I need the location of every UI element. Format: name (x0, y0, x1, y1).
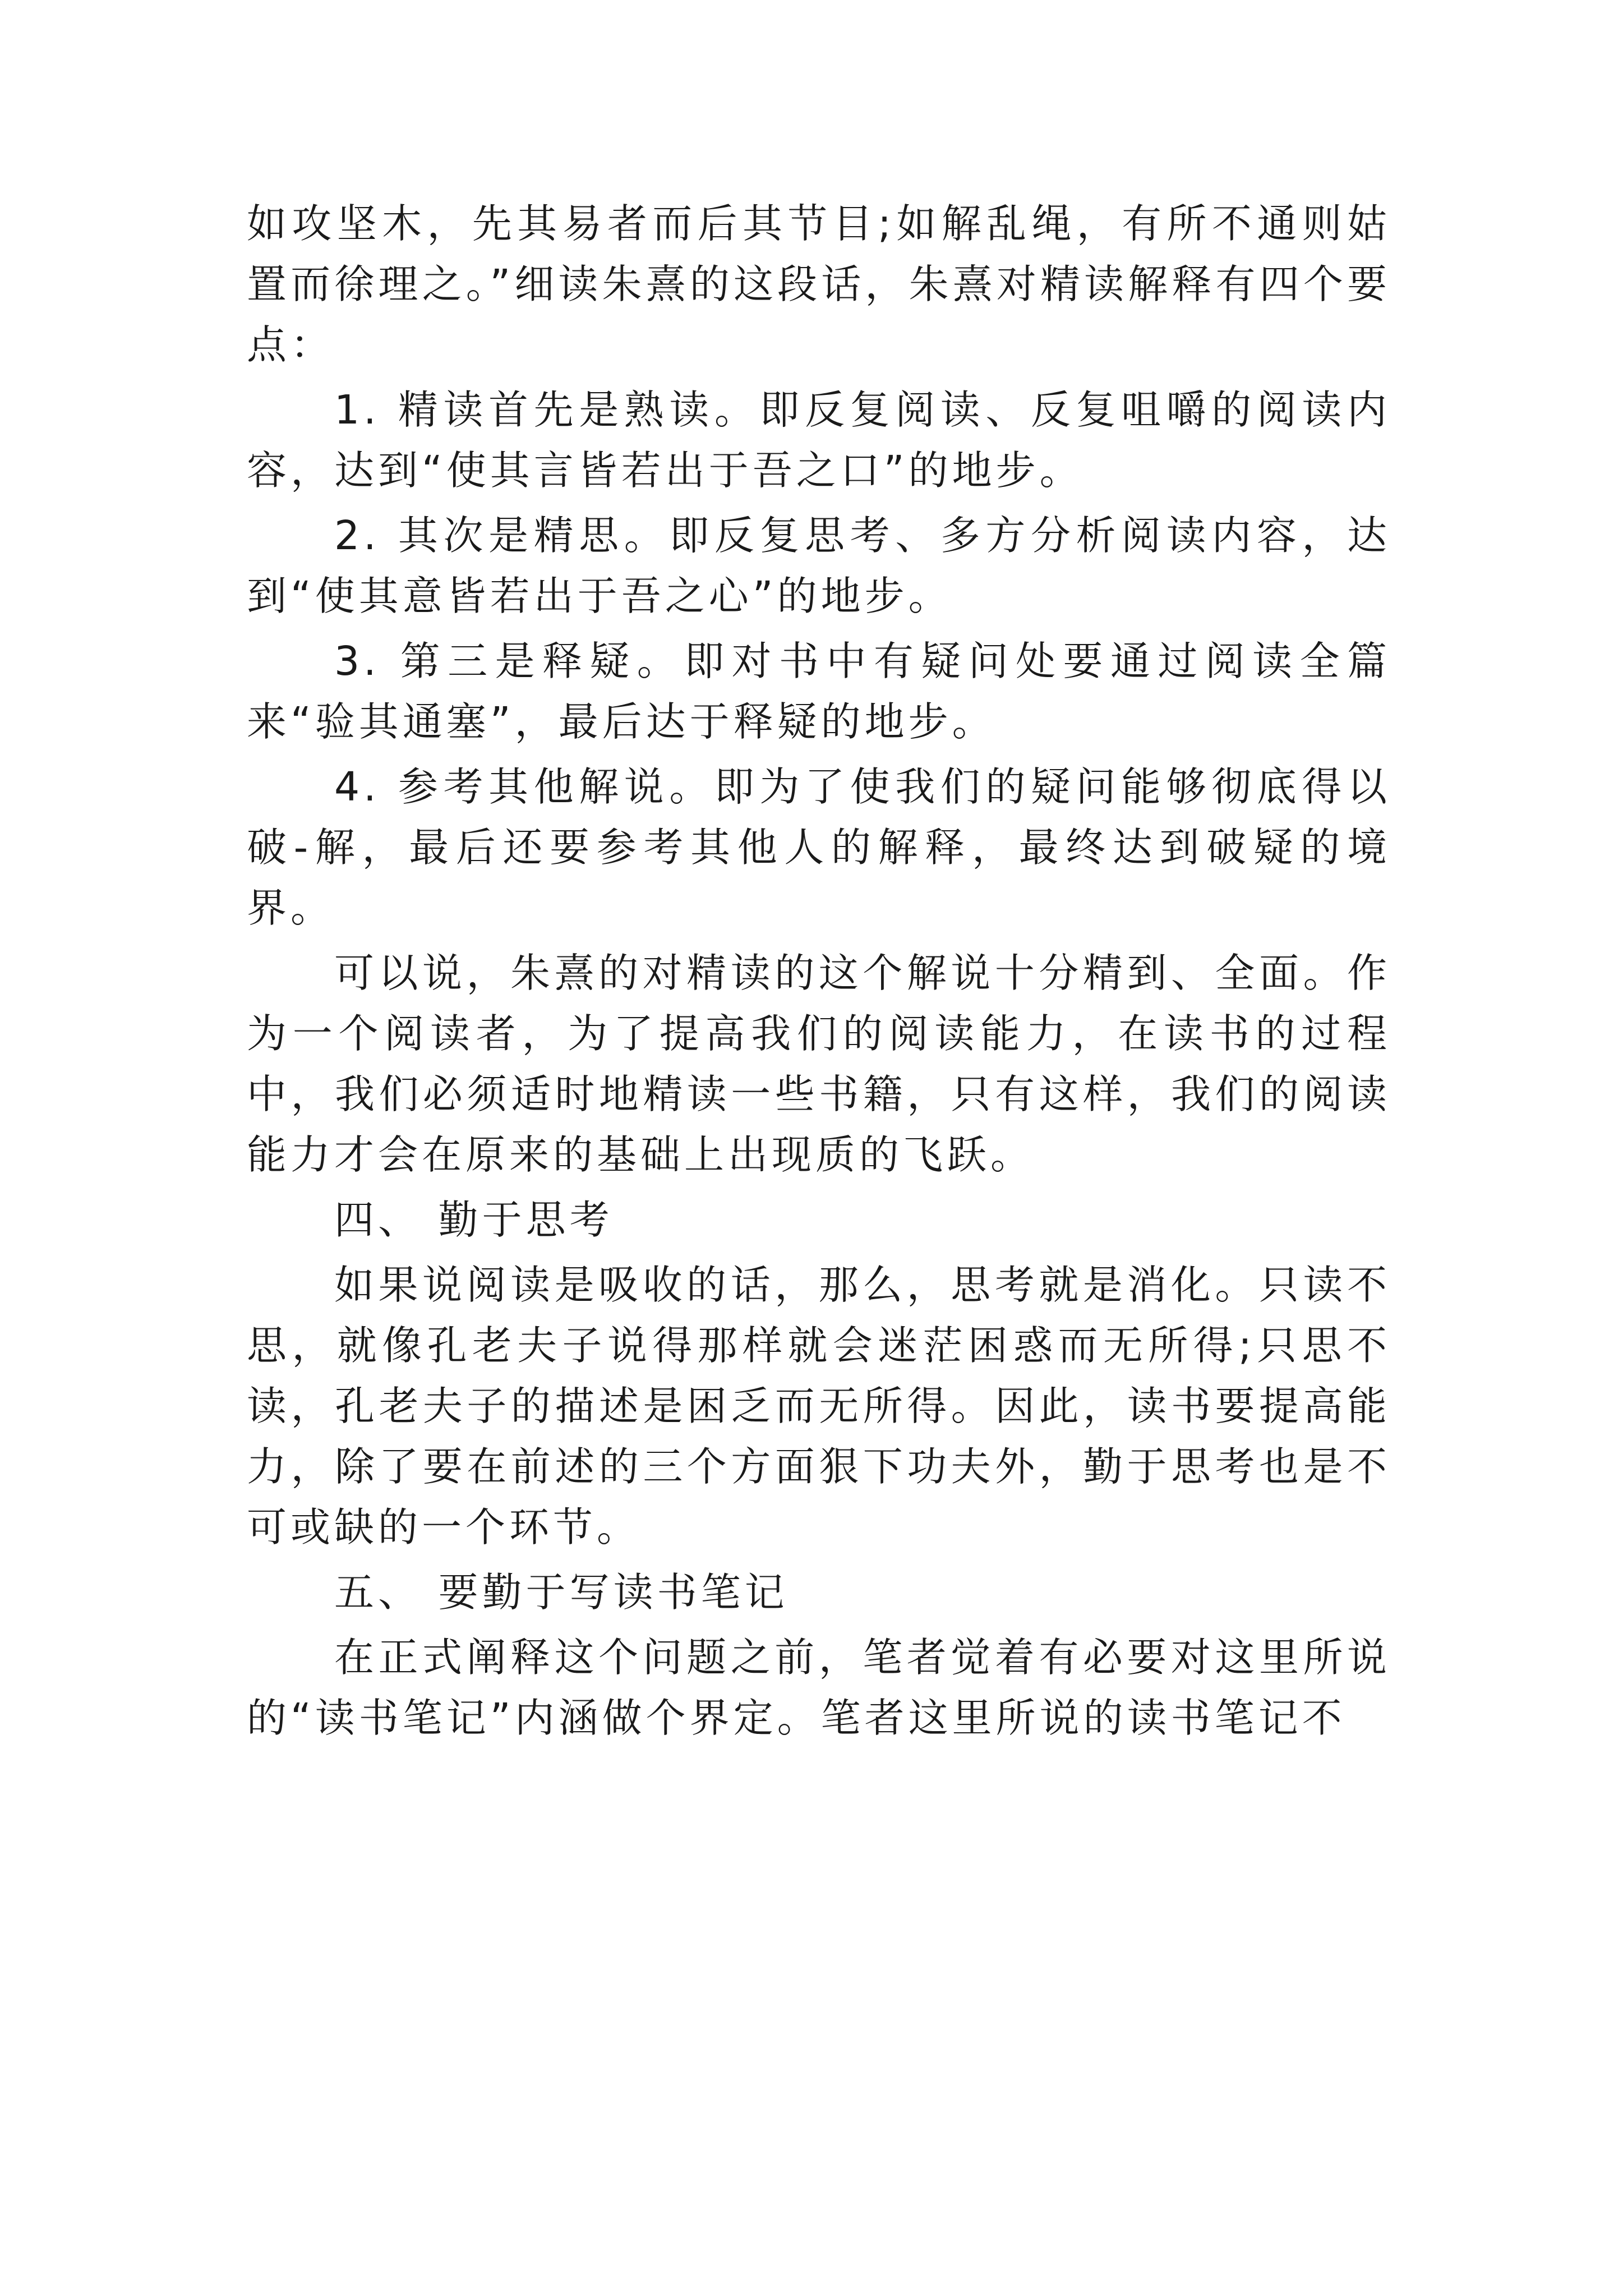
paragraph-continuation: 如攻坚木，先其易者而后其节目;如解乱绳，有所不通则姑置而徐理之。”细读朱熹的这段话，朱熹对精读解释有四个要点： (247, 200, 1391, 368)
list-item-3: 3. 第三是释疑。即对书中有疑问处要通过阅读全篇来“验其通塞”，最后达于释疑的地步。 (247, 638, 1391, 745)
section-heading-5: 五、 要勤于写读书笔记 (334, 1569, 789, 1616)
paragraph-thinking: 如果说阅读是吸收的话，那么，思考就是消化。只读不思，就像孔老夫子说得那样就会迷茫困惑而无所得;只思不读，孔老夫子的描述是困乏而无所得。因此，读书要提高能力，除了要在前述的三个方面狠下功夫外，勤于思考也是不可或缺的一个环节。 (247, 1262, 1391, 1550)
paragraph-notes: 在正式阐释这个问题之前，笔者觉着有必要对这里所说的“读书笔记”内涵做个界定。笔者这里所说的读书笔记不 (247, 1634, 1391, 1741)
paragraph-summary: 可以说，朱熹的对精读的这个解说十分精到、全面。作为一个阅读者，为了提高我们的阅读能力，在读书的过程中，我们必须适时地精读一些书籍，只有这样，我们的阅读能力才会在原来的基础上出现质的飞跃。 (247, 950, 1391, 1178)
body-text (247, 194, 1391, 1753)
list-item-2: 2. 其次是精思。即反复思考、多方分析阅读内容，达到“使其意皆若出于吾之心”的地步。 (247, 512, 1391, 619)
section-heading-4: 四、 勤于思考 (334, 1197, 614, 1243)
list-item-4: 4. 参考其他解说。即为了使我们的疑问能够彻底得以破-解，最后还要参考其他人的解释，最终达到破疑的境界。 (247, 763, 1391, 931)
list-item-1: 1. 精读首先是熟读。即反复阅读、反复咀嚼的阅读内容，达到“使其言皆若出于吾之口”的地步。 (247, 386, 1391, 494)
